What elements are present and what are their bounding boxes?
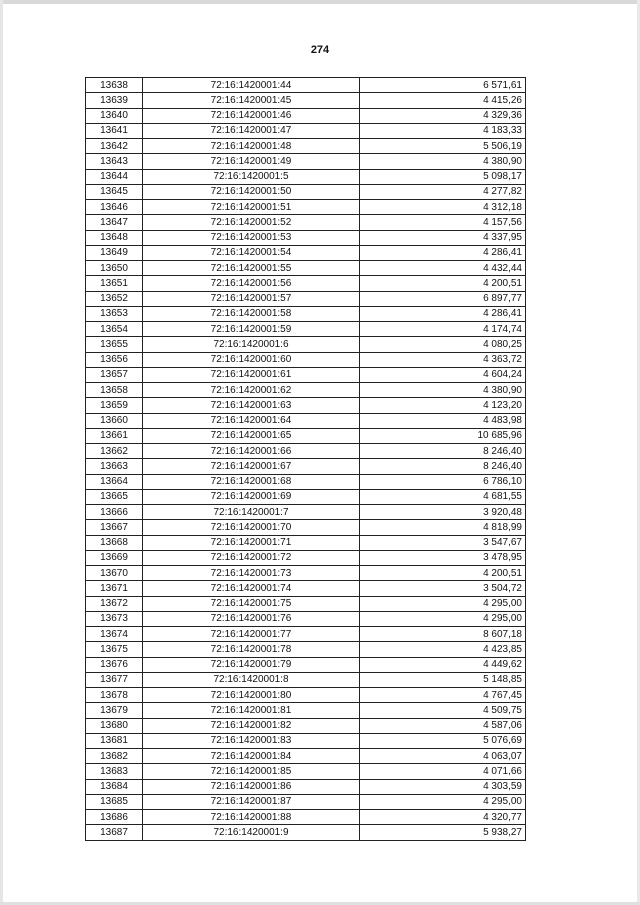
table-row [86, 550, 526, 565]
table-row [86, 215, 526, 230]
cadastral-number-cell: 72:16:1420001:78 [143, 642, 360, 657]
cadastral-number-cell: 72:16:1420001:79 [143, 657, 360, 672]
row-number-cell: 13648 [86, 230, 143, 245]
value-cell: 4 320,77 [360, 810, 526, 825]
value-cell: 4 380,90 [360, 383, 526, 398]
value-cell: 4 587,06 [360, 718, 526, 733]
table-row [86, 459, 526, 474]
table-row [86, 245, 526, 260]
table-row [86, 276, 526, 291]
value-cell: 10 685,96 [360, 428, 526, 443]
table-row [86, 794, 526, 809]
table-row [86, 154, 526, 169]
cadastral-number-cell: 72:16:1420001:51 [143, 200, 360, 215]
row-number-cell: 13685 [86, 794, 143, 809]
table-row [86, 230, 526, 245]
cadastral-number-cell: 72:16:1420001:57 [143, 291, 360, 306]
row-number-cell: 13672 [86, 596, 143, 611]
value-cell: 8 607,18 [360, 627, 526, 642]
row-number-cell: 13657 [86, 367, 143, 382]
table-row [86, 733, 526, 748]
value-cell: 3 504,72 [360, 581, 526, 596]
value-cell: 5 938,27 [360, 825, 526, 840]
page-number: 274 [310, 44, 330, 56]
cadastral-number-cell: 72:16:1420001:56 [143, 276, 360, 291]
value-cell: 4 174,74 [360, 322, 526, 337]
table-row [86, 184, 526, 199]
row-number-cell: 13684 [86, 779, 143, 794]
table-row [86, 657, 526, 672]
value-cell: 4 303,59 [360, 779, 526, 794]
table-row [86, 627, 526, 642]
value-cell: 3 478,95 [360, 550, 526, 565]
value-cell: 3 920,48 [360, 505, 526, 520]
value-cell: 5 076,69 [360, 733, 526, 748]
row-number-cell: 13644 [86, 169, 143, 184]
row-number-cell: 13683 [86, 764, 143, 779]
cadastral-number-cell: 72:16:1420001:44 [143, 78, 360, 93]
value-cell: 4 818,99 [360, 520, 526, 535]
cadastral-number-cell: 72:16:1420001:71 [143, 535, 360, 550]
value-cell: 4 767,45 [360, 688, 526, 703]
row-number-cell: 13661 [86, 428, 143, 443]
value-cell: 4 681,55 [360, 489, 526, 504]
cadastral-number-cell: 72:16:1420001:5 [143, 169, 360, 184]
row-number-cell: 13655 [86, 337, 143, 352]
table-row [86, 383, 526, 398]
row-number-cell: 13677 [86, 672, 143, 687]
value-cell: 5 098,17 [360, 169, 526, 184]
row-number-cell: 13652 [86, 291, 143, 306]
cadastral-number-cell: 72:16:1420001:72 [143, 550, 360, 565]
row-number-cell: 13651 [86, 276, 143, 291]
cadastral-number-cell: 72:16:1420001:76 [143, 611, 360, 626]
value-cell: 4 329,36 [360, 108, 526, 123]
cadastral-number-cell: 72:16:1420001:63 [143, 398, 360, 413]
cadastral-number-cell: 72:16:1420001:88 [143, 810, 360, 825]
cadastral-number-cell: 72:16:1420001:70 [143, 520, 360, 535]
cadastral-number-cell: 72:16:1420001:65 [143, 428, 360, 443]
row-number-cell: 13647 [86, 215, 143, 230]
table-row [86, 688, 526, 703]
table-row [86, 764, 526, 779]
cadastral-number-cell: 72:16:1420001:84 [143, 749, 360, 764]
cadastral-number-cell: 72:16:1420001:8 [143, 672, 360, 687]
table-row [86, 428, 526, 443]
row-number-cell: 13667 [86, 520, 143, 535]
cadastral-number-cell: 72:16:1420001:80 [143, 688, 360, 703]
row-number-cell: 13674 [86, 627, 143, 642]
table-row [86, 444, 526, 459]
row-number-cell: 13646 [86, 200, 143, 215]
cadastral-number-cell: 72:16:1420001:61 [143, 367, 360, 382]
value-cell: 3 547,67 [360, 535, 526, 550]
row-number-cell: 13682 [86, 749, 143, 764]
cadastral-number-cell: 72:16:1420001:86 [143, 779, 360, 794]
row-number-cell: 13678 [86, 688, 143, 703]
table-row [86, 779, 526, 794]
row-number-cell: 13680 [86, 718, 143, 733]
cadastral-number-cell: 72:16:1420001:49 [143, 154, 360, 169]
row-number-cell: 13638 [86, 78, 143, 93]
cadastral-number-cell: 72:16:1420001:73 [143, 566, 360, 581]
cadastral-number-cell: 72:16:1420001:66 [143, 444, 360, 459]
table-row [86, 352, 526, 367]
value-cell: 4 277,82 [360, 184, 526, 199]
value-cell: 4 123,20 [360, 398, 526, 413]
row-number-cell: 13649 [86, 245, 143, 260]
row-number-cell: 13642 [86, 139, 143, 154]
row-number-cell: 13679 [86, 703, 143, 718]
value-cell: 6 571,61 [360, 78, 526, 93]
cadastral-number-cell: 72:16:1420001:7 [143, 505, 360, 520]
cadastral-number-cell: 72:16:1420001:85 [143, 764, 360, 779]
cadastral-number-cell: 72:16:1420001:82 [143, 718, 360, 733]
table-row [86, 596, 526, 611]
table-row [86, 291, 526, 306]
cadastral-number-cell: 72:16:1420001:75 [143, 596, 360, 611]
value-cell: 4 337,95 [360, 230, 526, 245]
table-row [86, 489, 526, 504]
value-cell: 4 312,18 [360, 200, 526, 215]
row-number-cell: 13659 [86, 398, 143, 413]
table-row [86, 200, 526, 215]
table-row [86, 642, 526, 657]
row-number-cell: 13662 [86, 444, 143, 459]
table-row [86, 169, 526, 184]
value-cell: 4 380,90 [360, 154, 526, 169]
table-row [86, 672, 526, 687]
value-cell: 4 509,75 [360, 703, 526, 718]
row-number-cell: 13656 [86, 352, 143, 367]
value-cell: 4 295,00 [360, 794, 526, 809]
table-row [86, 825, 526, 840]
cadastral-number-cell: 72:16:1420001:69 [143, 489, 360, 504]
cadastral-number-cell: 72:16:1420001:52 [143, 215, 360, 230]
value-cell: 4 071,66 [360, 764, 526, 779]
row-number-cell: 13670 [86, 566, 143, 581]
row-number-cell: 13663 [86, 459, 143, 474]
value-cell: 4 157,56 [360, 215, 526, 230]
table-row [86, 337, 526, 352]
table-row [86, 306, 526, 321]
table-row [86, 93, 526, 108]
cadastral-number-cell: 72:16:1420001:55 [143, 261, 360, 276]
table-row [86, 520, 526, 535]
table-row [86, 718, 526, 733]
value-cell: 5 506,19 [360, 139, 526, 154]
value-cell: 4 200,51 [360, 566, 526, 581]
cadastral-number-cell: 72:16:1420001:67 [143, 459, 360, 474]
table-row [86, 123, 526, 138]
table-row [86, 581, 526, 596]
value-cell: 4 295,00 [360, 596, 526, 611]
cadastral-number-cell: 72:16:1420001:50 [143, 184, 360, 199]
value-cell: 4 286,41 [360, 306, 526, 321]
cadastral-number-cell: 72:16:1420001:58 [143, 306, 360, 321]
table-row [86, 413, 526, 428]
cadastral-number-cell: 72:16:1420001:45 [143, 93, 360, 108]
row-number-cell: 13675 [86, 642, 143, 657]
row-number-cell: 13640 [86, 108, 143, 123]
table-row [86, 535, 526, 550]
row-number-cell: 13681 [86, 733, 143, 748]
cadastral-number-cell: 72:16:1420001:47 [143, 123, 360, 138]
cadastral-number-cell: 72:16:1420001:81 [143, 703, 360, 718]
row-number-cell: 13641 [86, 123, 143, 138]
cadastral-number-cell: 72:16:1420001:74 [143, 581, 360, 596]
value-cell: 4 063,07 [360, 749, 526, 764]
table-row [86, 139, 526, 154]
row-number-cell: 13645 [86, 184, 143, 199]
row-number-cell: 13669 [86, 550, 143, 565]
value-cell: 6 786,10 [360, 474, 526, 489]
table-row [86, 611, 526, 626]
cadastral-number-cell: 72:16:1420001:6 [143, 337, 360, 352]
row-number-cell: 13664 [86, 474, 143, 489]
cadastral-number-cell: 72:16:1420001:59 [143, 322, 360, 337]
value-cell: 4 183,33 [360, 123, 526, 138]
value-cell: 5 148,85 [360, 672, 526, 687]
row-number-cell: 13687 [86, 825, 143, 840]
value-cell: 8 246,40 [360, 459, 526, 474]
table-row [86, 505, 526, 520]
scan-edge-top [0, 0, 640, 4]
row-number-cell: 13666 [86, 505, 143, 520]
value-cell: 4 604,24 [360, 367, 526, 382]
table-row [86, 703, 526, 718]
value-cell: 4 363,72 [360, 352, 526, 367]
cadastral-number-cell: 72:16:1420001:77 [143, 627, 360, 642]
value-cell: 8 246,40 [360, 444, 526, 459]
row-number-cell: 13686 [86, 810, 143, 825]
value-cell: 6 897,77 [360, 291, 526, 306]
value-cell: 4 286,41 [360, 245, 526, 260]
row-number-cell: 13658 [86, 383, 143, 398]
cadastral-number-cell: 72:16:1420001:53 [143, 230, 360, 245]
cadastral-number-cell: 72:16:1420001:54 [143, 245, 360, 260]
cadastral-number-cell: 72:16:1420001:48 [143, 139, 360, 154]
registry-table-body [86, 78, 526, 841]
cadastral-number-cell: 72:16:1420001:60 [143, 352, 360, 367]
table-row [86, 749, 526, 764]
value-cell: 4 295,00 [360, 611, 526, 626]
value-cell: 4 200,51 [360, 276, 526, 291]
cadastral-number-cell: 72:16:1420001:64 [143, 413, 360, 428]
row-number-cell: 13660 [86, 413, 143, 428]
value-cell: 4 483,98 [360, 413, 526, 428]
row-number-cell: 13665 [86, 489, 143, 504]
row-number-cell: 13653 [86, 306, 143, 321]
registry-table [85, 77, 526, 841]
row-number-cell: 13668 [86, 535, 143, 550]
table-row [86, 78, 526, 93]
value-cell: 4 415,26 [360, 93, 526, 108]
cadastral-number-cell: 72:16:1420001:62 [143, 383, 360, 398]
scan-edge-left [0, 0, 3, 905]
value-cell: 4 423,85 [360, 642, 526, 657]
cadastral-number-cell: 72:16:1420001:83 [143, 733, 360, 748]
value-cell: 4 432,44 [360, 261, 526, 276]
value-cell: 4 080,25 [360, 337, 526, 352]
cadastral-number-cell: 72:16:1420001:87 [143, 794, 360, 809]
cadastral-number-cell: 72:16:1420001:46 [143, 108, 360, 123]
row-number-cell: 13650 [86, 261, 143, 276]
table-row [86, 108, 526, 123]
table-row [86, 566, 526, 581]
value-cell: 4 449,62 [360, 657, 526, 672]
row-number-cell: 13654 [86, 322, 143, 337]
row-number-cell: 13671 [86, 581, 143, 596]
cadastral-number-cell: 72:16:1420001:9 [143, 825, 360, 840]
table-row [86, 810, 526, 825]
table-row [86, 261, 526, 276]
row-number-cell: 13676 [86, 657, 143, 672]
row-number-cell: 13643 [86, 154, 143, 169]
row-number-cell: 13673 [86, 611, 143, 626]
table-row [86, 367, 526, 382]
table-row [86, 474, 526, 489]
cadastral-number-cell: 72:16:1420001:68 [143, 474, 360, 489]
row-number-cell: 13639 [86, 93, 143, 108]
table-row [86, 398, 526, 413]
table-row [86, 322, 526, 337]
